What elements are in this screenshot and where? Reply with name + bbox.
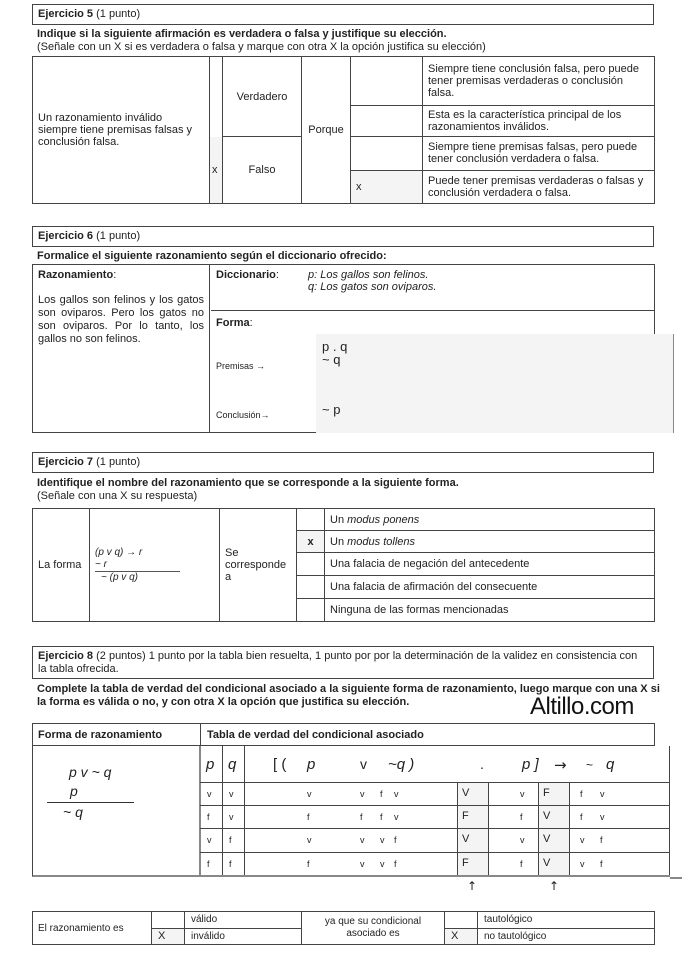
ex6-instruction: Formalice el siguiente razonamiento según el diccionario ofrecido: xyxy=(37,250,387,262)
ex7-option-mark-2[interactable]: x xyxy=(297,531,325,553)
ex8-table-header xyxy=(32,723,655,746)
ex7-option-4: Una falacia de afirmación del consecuente xyxy=(325,576,655,599)
tt-h-bracket: [ ( xyxy=(273,756,287,773)
ex8-form-line-3: ~ q xyxy=(63,804,83,820)
ex6-dict-q: q: Los gatos son oviparos. xyxy=(308,281,437,293)
ex6-dictionary-label: Diccionario: xyxy=(216,269,279,281)
tt-implies-result[interactable]: V xyxy=(543,857,551,869)
ex7-form-line-2: ~ r xyxy=(95,559,180,572)
ex8-col-table: Tabla de verdad del condicional asociado xyxy=(207,729,424,741)
ex5-points: (1 punto) xyxy=(96,8,141,20)
ex8-col-form: Forma de razonamiento xyxy=(38,729,163,741)
tt-row: v f v v v f V v V v f xyxy=(207,833,603,845)
valid-mark[interactable] xyxy=(152,912,185,929)
tt-h-or: v xyxy=(360,756,367,772)
ex8-tt-header xyxy=(200,746,670,782)
tt-h-p: p xyxy=(206,756,215,773)
ex8-title: Ejercicio 8 xyxy=(38,650,94,662)
ex7-form-line-1: (p v q) → r xyxy=(95,546,143,558)
ex5-instruction: Indique si la siguiente afirmación es verdadera o falsa y justifique su elección. xyxy=(37,28,447,40)
ex7-points: (1 punto) xyxy=(96,456,141,468)
ex6-table xyxy=(32,264,655,433)
tt-h-q2: q xyxy=(606,756,615,773)
tt-and-result[interactable]: F xyxy=(462,857,469,869)
invalid-mark[interactable]: X xyxy=(152,928,185,945)
ex6-instruction-block xyxy=(37,250,677,263)
ex5-verdadero-label: Verdadero xyxy=(223,57,302,137)
ex7-note: (Señale con una X su respuesta) xyxy=(37,490,198,502)
ex7-form-label: La forma xyxy=(33,509,90,622)
ex6-premises-label: Premisas → xyxy=(216,361,266,371)
ex5-because: Porque xyxy=(302,57,351,204)
ex5-header xyxy=(32,4,654,25)
ex5-statement: Un razonamiento inválido siempre tiene premisas falsas y conclusión falsa. xyxy=(33,57,210,204)
ex6-reasoning-cell: Razonamiento: Los gallos son felinos y los gatos son oviparos. Pero los gatos no son oviparos. Por lo tanto, los gallos no son felinos. xyxy=(33,265,210,432)
ex8-header xyxy=(32,646,654,679)
tt-h-notq: ~q ) xyxy=(388,756,415,773)
ex6-reasoning-text: Los gallos son felinos y los gatos son oviparos. Pero los gatos no son oviparos. Por lo tanto, los gallos no son felinos. xyxy=(38,294,204,345)
ex5-reason-mark-2[interactable] xyxy=(351,105,423,136)
tt-h-p2: p xyxy=(307,756,316,773)
ex7-instruction: Identifique el nombre del razonamiento que se corresponde a la siguiente forma. xyxy=(37,477,459,489)
ex5-reason-mark-3[interactable] xyxy=(351,137,423,170)
not-tautological-label: no tautológico xyxy=(478,928,655,945)
ex8-form-rule xyxy=(47,802,134,803)
ex5-falso-mark[interactable]: x xyxy=(210,137,223,204)
ex6-conclusion-label: Conclusión→ xyxy=(216,410,270,420)
ex8-result-label: El razonamiento es xyxy=(33,912,152,945)
ex7-option-mark-4[interactable] xyxy=(297,576,325,599)
ex8-form-cell xyxy=(32,746,200,877)
ex6-answer-area[interactable] xyxy=(316,334,674,433)
ex7-option-2: Un modus tollens xyxy=(325,531,655,553)
ex6-premise-1: p . q xyxy=(322,339,348,354)
ex5-reason-4: Puede tener premisas verdaderas o falsas y conclusión verdadera o falsa. xyxy=(423,170,655,203)
ex5-note: (Señale con un X si es verdadera o falsa y marque con otra X la opción justifica su elección) xyxy=(37,41,486,53)
ex5-title: Ejercicio 5 xyxy=(38,8,94,20)
ex7-instruction-block xyxy=(37,477,677,503)
ex6-premise-2: ~ q xyxy=(322,352,341,367)
ex5-verdadero-mark[interactable] xyxy=(210,57,223,137)
ex7-form-cell xyxy=(90,509,220,622)
ex5-reason-mark-1[interactable] xyxy=(351,57,423,106)
ex8-instruction: Complete la tabla de verdad del condicional asociado a la siguiente forma de razonamiento, luego marque con una X si la forma es válida o no, y con otra X la opción que justifica su elección. xyxy=(37,683,660,708)
valid-label: válido xyxy=(185,912,302,929)
ex7-option-mark-3[interactable] xyxy=(297,553,325,576)
ex7-title: Ejercicio 7 xyxy=(38,456,94,468)
tt-h-q: q xyxy=(228,756,237,773)
ex5-table xyxy=(32,56,655,204)
ex6-dict-p: p: Los gallos son felinos. xyxy=(308,269,429,281)
tt-h-and: . xyxy=(480,756,484,772)
ex8-tt-body xyxy=(200,782,670,877)
ex6-conclusion: ~ p xyxy=(322,402,341,417)
tt-and-result[interactable]: F xyxy=(462,810,469,822)
tt-implies-result[interactable]: V xyxy=(543,810,551,822)
tt-h-not: ~ xyxy=(586,758,594,772)
tt-row: f v f f f v F f V f v xyxy=(207,810,605,822)
ex7-option-mark-1[interactable] xyxy=(297,509,325,531)
ex6-header xyxy=(32,226,654,247)
ex8-points: (2 puntos) 1 punto por la tabla bien resuelta, 1 punto por por la determinación de la validez en consistencia con la tabla ofrecida. xyxy=(38,650,638,675)
not-tautological-mark[interactable]: X xyxy=(445,928,478,945)
ex7-option-mark-5[interactable] xyxy=(297,599,325,622)
arrow-up-icon: ↑ xyxy=(467,879,478,893)
ex8-result-table xyxy=(32,911,655,945)
ex6-title: Ejercicio 6 xyxy=(38,230,94,242)
ex7-form-line-3: ~ (p v q) xyxy=(101,571,138,583)
arrow-up-icon: ↑ xyxy=(549,879,560,893)
ex7-option-3: Una falacia de negación del antecedente xyxy=(325,553,655,576)
ex5-reason-mark-4[interactable]: x xyxy=(351,170,423,203)
tt-implies-result[interactable]: F xyxy=(543,787,550,799)
ex5-reason-2: Esta es la característica principal de los razonamientos inválidos. xyxy=(423,105,655,136)
tt-h-implies: → xyxy=(554,756,567,774)
divider xyxy=(200,724,201,745)
tautological-label: tautológico xyxy=(478,912,655,929)
invalid-label: inválido xyxy=(185,928,302,945)
tautological-mark[interactable] xyxy=(445,912,478,929)
ex6-dictionary-cell xyxy=(211,265,654,311)
ex8-form-line-2: p xyxy=(70,783,78,799)
ex8-because: ya que su condicional asociado es xyxy=(302,912,445,945)
ex8-form-line-1: p v ~ q xyxy=(69,764,112,780)
ex6-form-label: Forma: xyxy=(216,317,253,329)
tt-implies-result[interactable]: V xyxy=(543,833,551,845)
ex7-option-5: Ninguna de las formas mencionadas xyxy=(325,599,655,622)
tt-and-result[interactable]: V xyxy=(462,787,470,799)
ex5-falso-label: Falso xyxy=(223,137,302,204)
ex7-header xyxy=(32,452,654,473)
ex6-points: (1 punto) xyxy=(96,230,141,242)
ex5-reason-3: Siempre tiene premisas falsas, pero puede tener conclusión verdadera o falsa. xyxy=(423,137,655,170)
ex7-table xyxy=(32,508,655,622)
tt-row: v v v v f v V v F f v xyxy=(207,787,605,799)
ex7-option-1: Un modus ponens xyxy=(325,509,655,531)
ex6-reasoning-label: Razonamiento xyxy=(38,269,114,281)
watermark: Altillo.com xyxy=(530,693,634,720)
ex5-reason-1: Siempre tiene conclusión falsa, pero puede tener premisas verdaderas o conclusión falsa. xyxy=(423,57,655,106)
tt-h-p3: p ] xyxy=(522,756,539,773)
tt-and-result[interactable]: V xyxy=(462,833,470,845)
ex7-corresponds: Se corresponde a xyxy=(220,509,297,622)
ex5-instruction-block xyxy=(37,28,677,54)
tt-row: f f f v v f F f V v f xyxy=(207,857,603,869)
